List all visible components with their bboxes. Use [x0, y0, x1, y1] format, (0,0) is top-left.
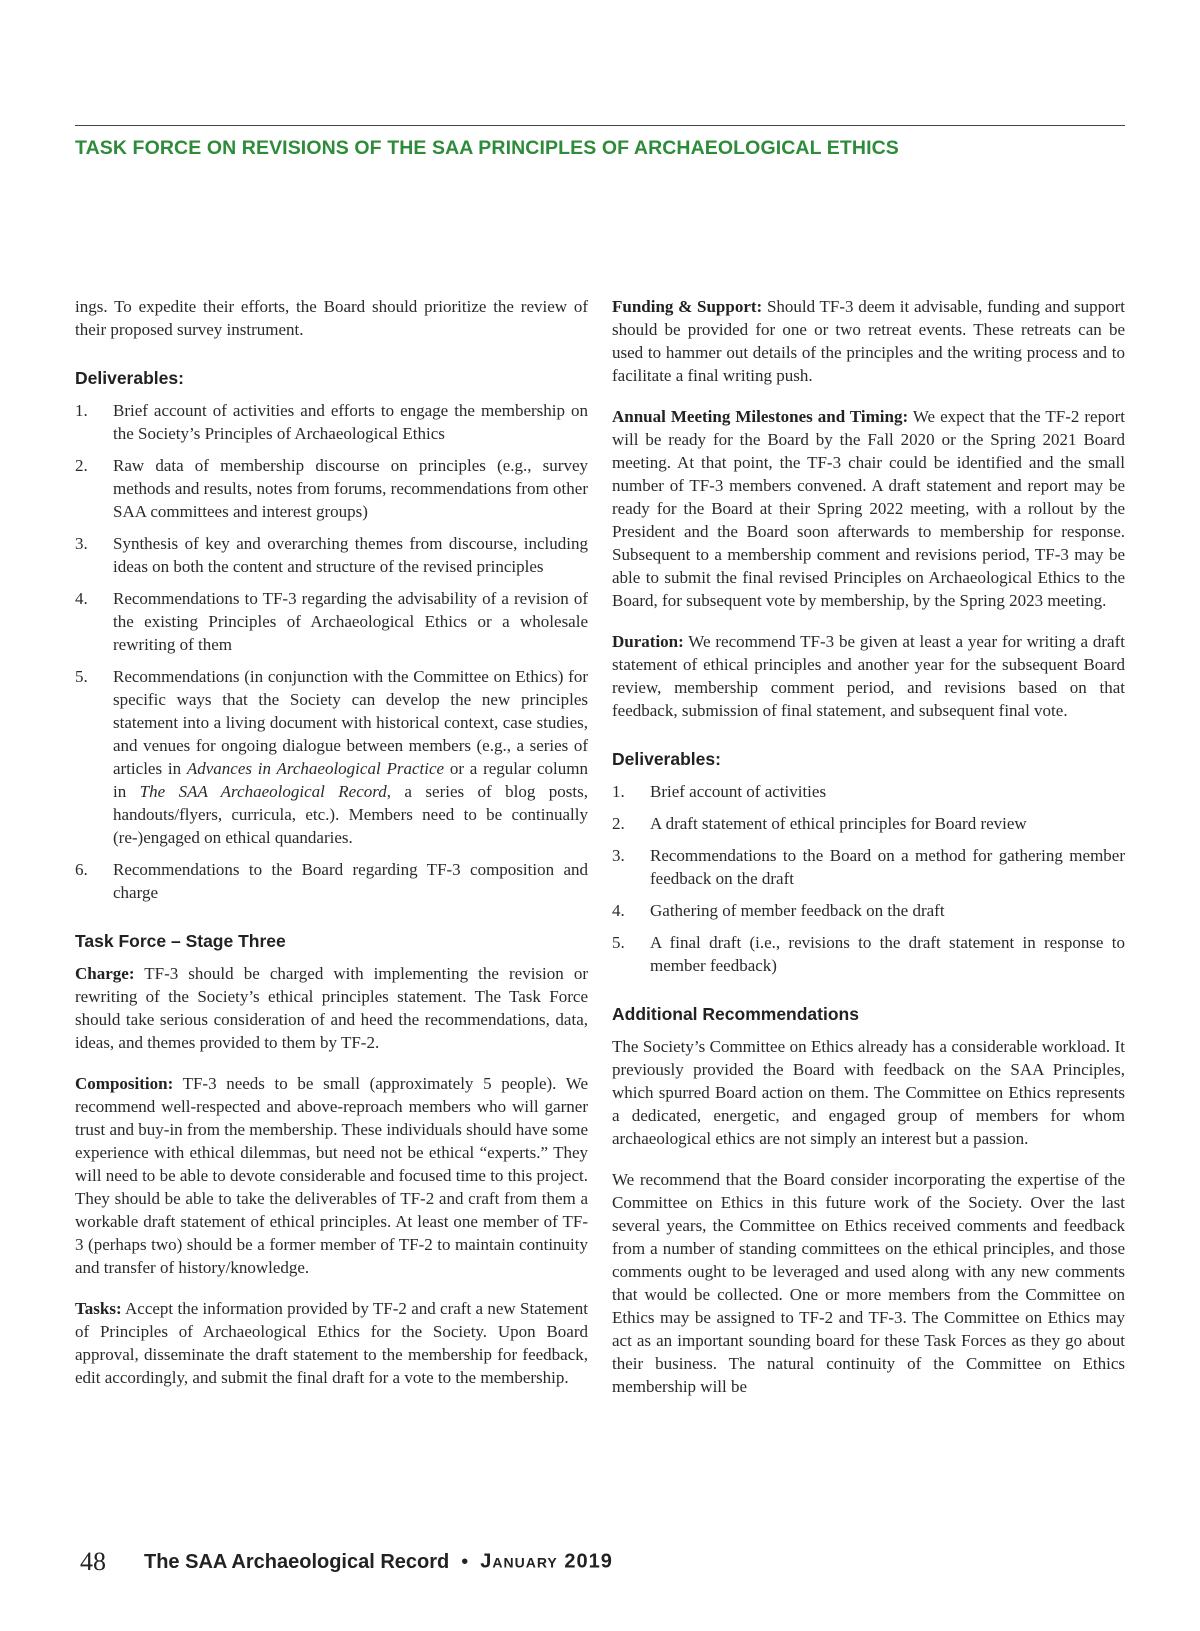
header-rule	[75, 125, 1125, 126]
list-item: 2. Raw data of membership discourse on principles (e.g., survey methods and results, notes from forums, recommendations from other SAA committees and interest groups)	[75, 456, 588, 521]
tf2-deliverables-list	[75, 399, 588, 904]
section-title: TASK FORCE ON REVISIONS OF THE SAA PRINCIPLES OF ARCHAEOLOGICAL ETHICS	[75, 137, 899, 159]
list-item: 5. A final draft (i.e., revisions to the draft statement in response to member feedback)	[612, 933, 1125, 975]
publication-name: The SAA Archaeological Record	[144, 1550, 450, 1573]
deliverables-heading: Deliverables:	[75, 368, 184, 388]
left-column	[75, 295, 588, 1407]
deliverables-heading: Deliverables:	[612, 749, 721, 769]
milestones-paragraph: Annual Meeting Milestones and Timing: We expect that the TF-2 report will be ready for the Board by the Fall 2020 or the Spring 2021 Board meeting. At that point, the TF-3 chair could be identified and the small number of TF-3 members convened. A draft statement and report may be ready for the Board at their Spring 2022 meeting, with a rollout by the President and the Board soon afterwards to membership for response. Subsequent to a membership comment and revisions period, TF-3 may be able to submit the final revised Principles on Archaeological Ethics to the Board, for subsequent vote by membership, by the Spring 2023 meeting.	[612, 407, 1125, 610]
tasks-paragraph: Tasks: Accept the information provided by TF-2 and craft a new Statement of Principles of Archaeological Ethics for the Society. Upon Board approval, disseminate the draft statement to the membership for feedback, edit accordingly, and submit the final draft for a vote to the membership.	[75, 1299, 588, 1387]
right-column	[612, 295, 1125, 1416]
stage-three-heading: Task Force – Stage Three	[75, 931, 286, 951]
list-item: 3. Recommendations to the Board on a method for gathering member feedback on the draft	[612, 846, 1125, 888]
additional-paragraph-1: The Society’s Committee on Ethics already has a considerable workload. It previously provided the Board with feedback on the SAA Principles, which spurred Board action on them. The Committee on Ethics represents a dedicated, energetic, and engaged group of members for whom archaeological ethics are not simply an interest but a passion.	[612, 1037, 1125, 1148]
duration-paragraph: Duration: We recommend TF-3 be given at least a year for writing a draft statement of ethical principles and another year for the subsequent Board review, membership comment period, and revisions based on that feedback, submission of final statement, and subsequent final vote.	[612, 632, 1125, 720]
tf3-deliverables-list	[612, 780, 1125, 977]
intro-paragraph: ings. To expedite their efforts, the Board should prioritize the review of their proposed survey instrument.	[75, 297, 588, 339]
page-footer	[80, 1547, 613, 1577]
additional-recommendations-heading: Additional Recommendations	[612, 1004, 859, 1024]
funding-paragraph: Funding & Support: Should TF-3 deem it advisable, funding and support should be provided for one or two retreat events. These retreats can be used to hammer out details of the principles and the writing process and to facilitate a final writing push.	[612, 297, 1125, 385]
list-item: 1. Brief account of activities	[612, 782, 827, 801]
list-item: 5. Recommendations (in conjunction with the Committee on Ethics) for specific ways that the Society can develop the new principles statement into a living document with historical context, case studies, and venues for ongoing dialogue between members (e.g., a series of articles in Advances in Archaeological Practice or a regular column in The SAA Archaeological Record, a series of blog posts, handouts/flyers, curricula, etc.). Members need to be continually (re-)engaged on ethical quandaries.	[75, 667, 588, 847]
list-item: 3. Synthesis of key and overarching themes from discourse, including ideas on both the content and structure of the revised principles	[75, 534, 588, 576]
list-item: 1. Brief account of activities and efforts to engage the membership on the Society’s Principles of Archaeological Ethics	[75, 401, 588, 443]
list-item: 4. Recommendations to TF-3 regarding the advisability of a revision of the existing Principles of Archaeological Ethics or a wholesale rewriting of them	[75, 589, 588, 654]
list-item: 6. Recommendations to the Board regarding TF-3 composition and charge	[75, 860, 588, 902]
list-item: 2. A draft statement of ethical principles for Board review	[612, 814, 1027, 833]
charge-paragraph: Charge: TF-3 should be charged with implementing the revision or rewriting of the Society’s ethical principles statement. The Task Force should take serious consideration of and heed the recommendations, data, ideas, and themes provided to them by TF-2.	[75, 964, 588, 1052]
bullet-separator: •	[461, 1550, 469, 1573]
page-number: 48	[80, 1547, 106, 1576]
list-item: 4. Gathering of member feedback on the draft	[612, 901, 945, 920]
composition-paragraph: Composition: TF-3 needs to be small (approximately 5 people). We recommend well-respected and above-reproach members who will garner trust and buy-in from the membership. These individuals should have some experience with ethical dilemmas, but need not be ethical “experts.” They will need to be able to devote considerable and focused time to this project. They should be able to take the deliverables of TF-2 and craft from them a workable draft statement of ethical principles. At least one member of TF-3 (perhaps two) should be a former member of TF-2 to maintain continuity and transfer of history/knowledge.	[75, 1074, 588, 1277]
additional-paragraph-2: We recommend that the Board consider incorporating the expertise of the Committee on Ethics in this future work of the Society. Over the last several years, the Committee on Ethics received comments and feedback from a number of standing committees on the ethical principles, and those comments ought to be leveraged and used along with any new comments that would be collected. One or more members from the Committee on Ethics may be assigned to TF-2 and TF-3. The Committee on Ethics may act as an important sounding board for these Task Forces as they go about their business. The natural continuity of the Committee on Ethics membership will be	[612, 1170, 1125, 1396]
issue-date: January 2019	[480, 1550, 613, 1573]
